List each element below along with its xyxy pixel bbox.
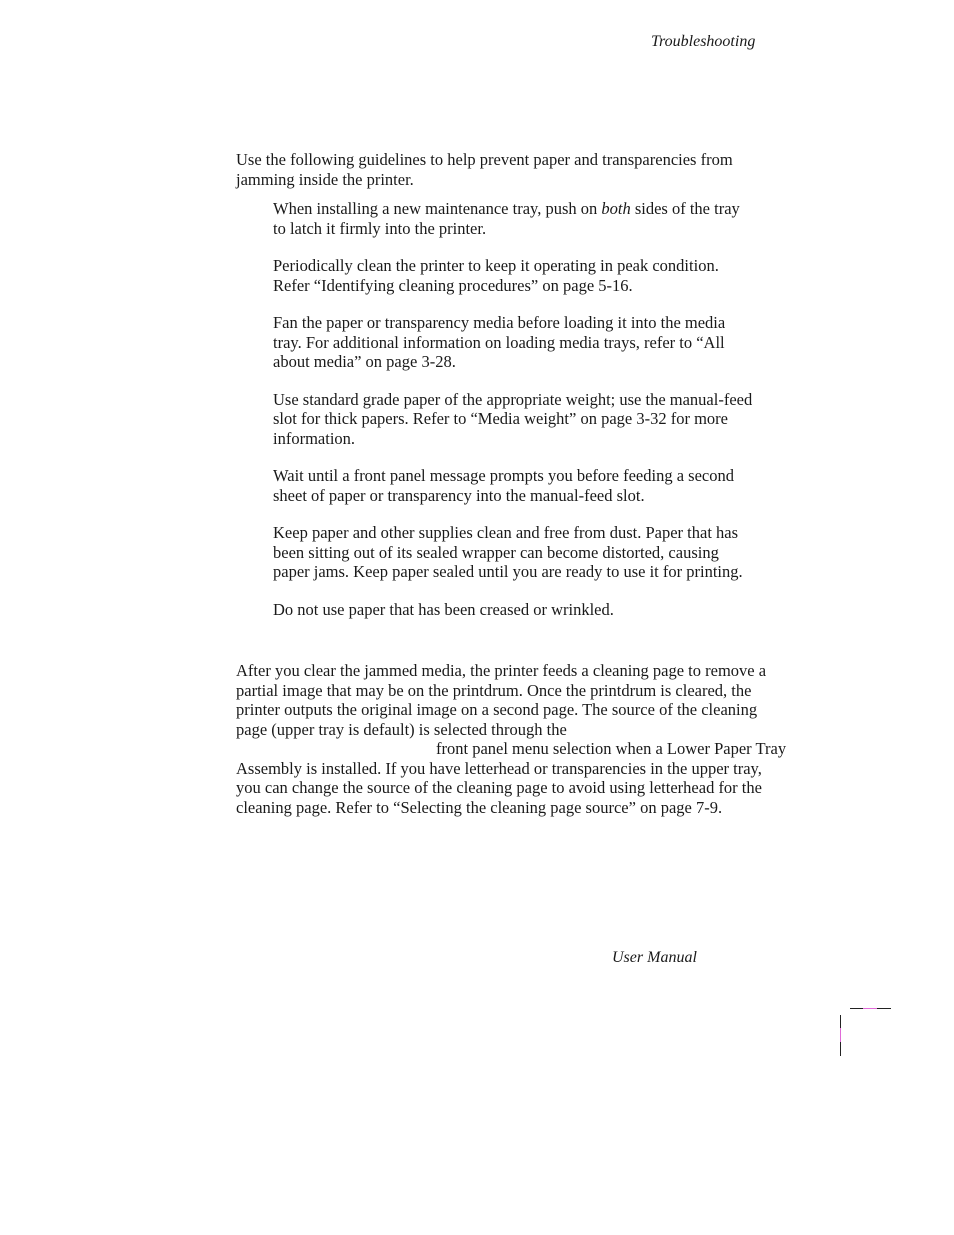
tip-text: When installing a new maintenance tray, push on [273, 199, 602, 218]
tip-text: Use standard grade paper of the appropriate weight; use the manual-feed slot for thick papers. Refer to “Media weight” on page 3-32 for more information. [273, 389, 753, 448]
list-item [273, 600, 753, 620]
tip-text: Periodically clean the printer to keep it operating in peak condition. Refer “Identifying cleaning procedures” on page 5-16. [273, 256, 719, 295]
list-item [273, 523, 753, 582]
tip-text: Fan the paper or transparency media before loading it into the media tray. For additional information on loading media trays, refer to “All about media” on page 3-28. [273, 313, 726, 371]
crop-mark-horizontal-accent [863, 1008, 877, 1009]
running-footer: User Manual [612, 949, 697, 966]
intro-paragraph: Use the following guidelines to help prevent paper and transparencies from jamming inside the printer. [236, 150, 733, 189]
crop-mark-vertical-accent [840, 1028, 841, 1042]
list-item [273, 466, 753, 505]
paragraph-text: After you clear the jammed media, the printer feeds a cleaning page to remove a partial image that may be on the printdrum. Once the printdrum is cleared, the printer outputs the original image on a second page. The source of the cleaning page (upper tray is default) is selected through the [236, 661, 767, 739]
list-item [273, 256, 753, 295]
tip-text: Keep paper and other supplies clean and free from dust. Paper that has been sitting out of its sealed wrapper can become distorted, causing paper jams. Keep paper sealed until you are ready to use it for printing. [273, 523, 743, 581]
list-item [273, 199, 753, 238]
tip-text: sides of the tray to latch it firmly into the printer. [273, 199, 740, 238]
tip-text: Wait until a front panel message prompts you before feeding a second sheet of paper or transparency into the manual-feed slot. [273, 466, 734, 505]
running-header: Troubleshooting [651, 33, 756, 50]
paragraph-text: front panel menu selection when a Lower Paper Tray Assembly is installed. If you have letterhead or transparencies in the upper tray, you can change the source of the cleaning page to avoid using letterhead for the cleaning page. Refer to “Selecting the cleaning page source” on page 7-9. [236, 739, 787, 817]
list-item [273, 313, 753, 372]
list-item [273, 390, 753, 449]
jam-prevention-list [273, 199, 753, 637]
tip-text: Do not use paper that has been creased or wrinkled. [273, 599, 614, 619]
tip-emphasis: both [601, 199, 631, 218]
cleaning-page-paragraph [236, 661, 788, 817]
